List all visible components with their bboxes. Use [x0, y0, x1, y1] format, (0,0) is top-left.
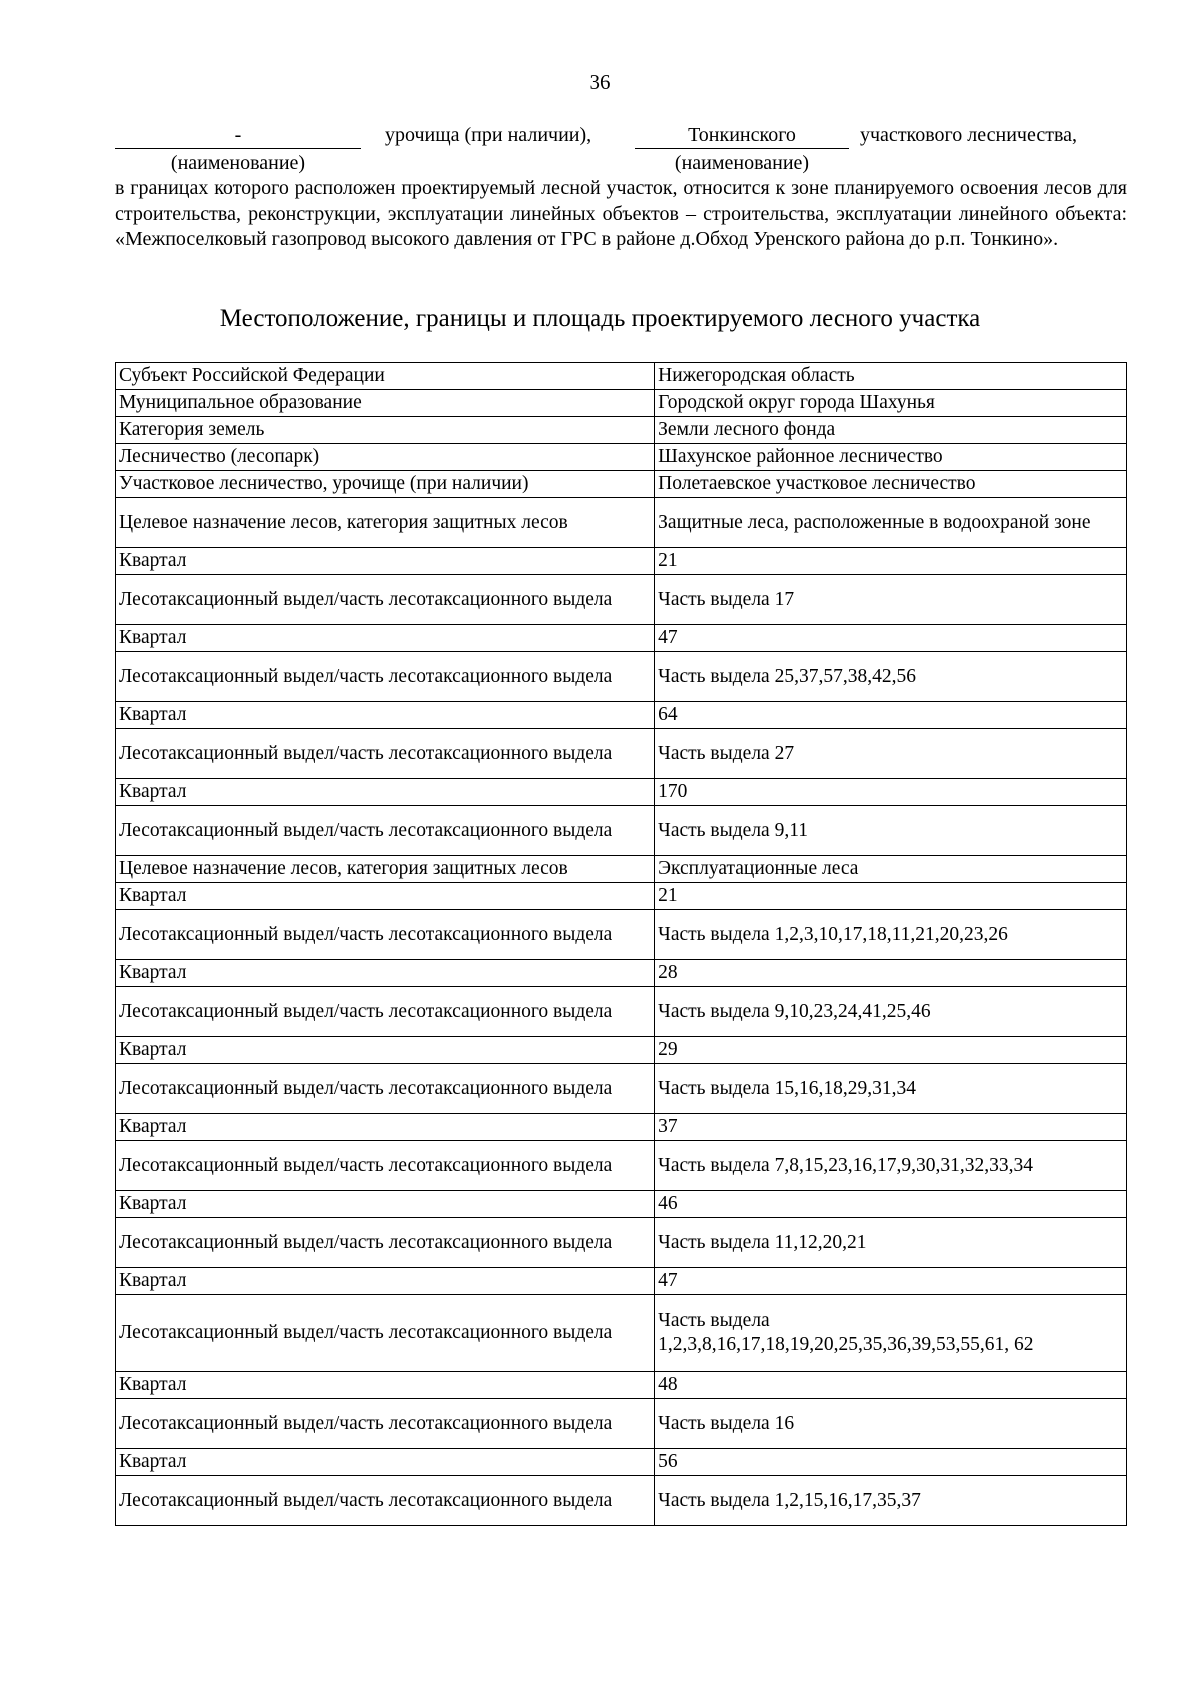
row-label: Лесотаксационный выдел/часть лесотаксационного выдела [116, 1064, 655, 1114]
table-row [116, 548, 1127, 575]
table-row [116, 856, 1127, 883]
intro-paragraph: в границах которого расположен проектируемый лесной участок, относится к зоне планируемого освоения лесов для строительства, реконструкции, эксплуатации линейных объектов – строительства, эксплуатации линейного объекта: «Межпоселковый газопровод высокого давления от ГРС в районе д.Обход Уренского района до р.п. Тонкино». [115, 177, 1127, 250]
row-value: Городской округ города Шахунья [655, 390, 1127, 417]
row-label: Целевое назначение лесов, категория защитных лесов [116, 856, 655, 883]
table-row [116, 652, 1127, 702]
row-value: Часть выдела 1,2,3,10,17,18,11,21,20,23,26 [655, 910, 1127, 960]
tract-label: урочища (при наличии), [385, 124, 592, 146]
table-row [116, 1268, 1127, 1295]
row-label: Участковое лесничество, урочище (при наличии) [116, 471, 655, 498]
row-value: Часть выдела 9,10,23,24,41,25,46 [655, 987, 1127, 1037]
table-row [116, 729, 1127, 779]
row-value: Часть выдела 11,12,20,21 [655, 1218, 1127, 1268]
row-value: Часть выдела 17 [655, 575, 1127, 625]
table-row [116, 390, 1127, 417]
table-row [116, 883, 1127, 910]
row-label: Субъект Российской Федерации [116, 363, 655, 390]
row-label: Целевое назначение лесов, категория защитных лесов [116, 498, 655, 548]
row-label: Лесотаксационный выдел/часть лесотаксационного выдела [116, 1399, 655, 1449]
row-value: Эксплуатационные леса [655, 856, 1127, 883]
row-label: Квартал [116, 1268, 655, 1295]
row-label: Квартал [116, 1037, 655, 1064]
row-value: 37 [655, 1114, 1127, 1141]
row-value: Часть выдела 9,11 [655, 806, 1127, 856]
table-row [116, 1476, 1127, 1526]
table-row [116, 498, 1127, 548]
table-row [116, 471, 1127, 498]
row-label: Лесничество (лесопарк) [116, 444, 655, 471]
row-label: Квартал [116, 702, 655, 729]
table-row [116, 444, 1127, 471]
row-label: Лесотаксационный выдел/часть лесотаксационного выдела [116, 1141, 655, 1191]
row-value: Часть выдела 16 [655, 1399, 1127, 1449]
row-value: 64 [655, 702, 1127, 729]
row-label: Квартал [116, 883, 655, 910]
table-row [116, 1141, 1127, 1191]
row-value: Земли лесного фонда [655, 417, 1127, 444]
row-value: Часть выдела 25,37,57,38,42,56 [655, 652, 1127, 702]
row-value: Часть выдела 1,2,15,16,17,35,37 [655, 1476, 1127, 1526]
table-row [116, 806, 1127, 856]
table-row [116, 1114, 1127, 1141]
row-value: 28 [655, 960, 1127, 987]
caption-line [115, 152, 1125, 176]
row-label: Квартал [116, 1114, 655, 1141]
row-value: 21 [655, 883, 1127, 910]
table-row [116, 417, 1127, 444]
page-number: 36 [589, 70, 611, 94]
row-value: Часть выдела 15,16,18,29,31,34 [655, 1064, 1127, 1114]
row-value: Нижегородская область [655, 363, 1127, 390]
row-value: 56 [655, 1449, 1127, 1476]
table-row [116, 363, 1127, 390]
header-line [115, 124, 1125, 150]
table-row [116, 779, 1127, 806]
table-row [116, 1218, 1127, 1268]
row-label: Лесотаксационный выдел/часть лесотаксационного выдела [116, 652, 655, 702]
row-label: Муниципальное образование [116, 390, 655, 417]
district-name-field: Тонкинского [635, 124, 849, 149]
table-row [116, 960, 1127, 987]
tract-caption: (наименование) [170, 152, 306, 174]
row-value: 170 [655, 779, 1127, 806]
row-value: 21 [655, 548, 1127, 575]
table-row [116, 1449, 1127, 1476]
row-label: Лесотаксационный выдел/часть лесотаксационного выдела [116, 1218, 655, 1268]
row-label: Квартал [116, 960, 655, 987]
row-value: Часть выдела 27 [655, 729, 1127, 779]
row-label: Квартал [116, 779, 655, 806]
table-row [116, 910, 1127, 960]
row-label: Лесотаксационный выдел/часть лесотаксационного выдела [116, 729, 655, 779]
table-row [116, 1399, 1127, 1449]
row-value: 47 [655, 1268, 1127, 1295]
district-label: участкового лесничества, [860, 124, 1078, 146]
table-row [116, 1295, 1127, 1372]
row-label: Квартал [116, 625, 655, 652]
table-row [116, 575, 1127, 625]
section-title: Местоположение, границы и площадь проектируемого лесного участка [219, 305, 981, 332]
row-value: Часть выдела 7,8,15,23,16,17,9,30,31,32,33,34 [655, 1141, 1127, 1191]
row-value: Часть выдела 1,2,3,8,16,17,18,19,20,25,35,36,39,53,55,61, 62 [655, 1295, 1127, 1372]
row-label: Категория земель [116, 417, 655, 444]
row-label: Лесотаксационный выдел/часть лесотаксационного выдела [116, 806, 655, 856]
row-label: Квартал [116, 1449, 655, 1476]
table-row [116, 1064, 1127, 1114]
row-value: 48 [655, 1372, 1127, 1399]
table-row [116, 1372, 1127, 1399]
row-label: Квартал [116, 548, 655, 575]
table-row [116, 1037, 1127, 1064]
table-row [116, 1191, 1127, 1218]
row-label: Квартал [116, 1372, 655, 1399]
row-value: 46 [655, 1191, 1127, 1218]
row-value: 29 [655, 1037, 1127, 1064]
row-label: Лесотаксационный выдел/часть лесотаксационного выдела [116, 1476, 655, 1526]
district-caption: (наименование) [674, 152, 810, 174]
row-value: Защитные леса, расположенные в водоохраной зоне [655, 498, 1127, 548]
row-value: Полетаевское участковое лесничество [655, 471, 1127, 498]
row-label: Лесотаксационный выдел/часть лесотаксационного выдела [116, 1295, 655, 1372]
table-row [116, 702, 1127, 729]
tract-name-field: - [115, 124, 361, 149]
row-value: Шахунское районное лесничество [655, 444, 1127, 471]
row-label: Лесотаксационный выдел/часть лесотаксационного выдела [116, 987, 655, 1037]
row-label: Лесотаксационный выдел/часть лесотаксационного выдела [116, 910, 655, 960]
table-row [116, 625, 1127, 652]
forest-plot-table [115, 362, 1127, 1526]
row-label: Лесотаксационный выдел/часть лесотаксационного выдела [116, 575, 655, 625]
row-label: Квартал [116, 1191, 655, 1218]
row-value: 47 [655, 625, 1127, 652]
table-row [116, 987, 1127, 1037]
